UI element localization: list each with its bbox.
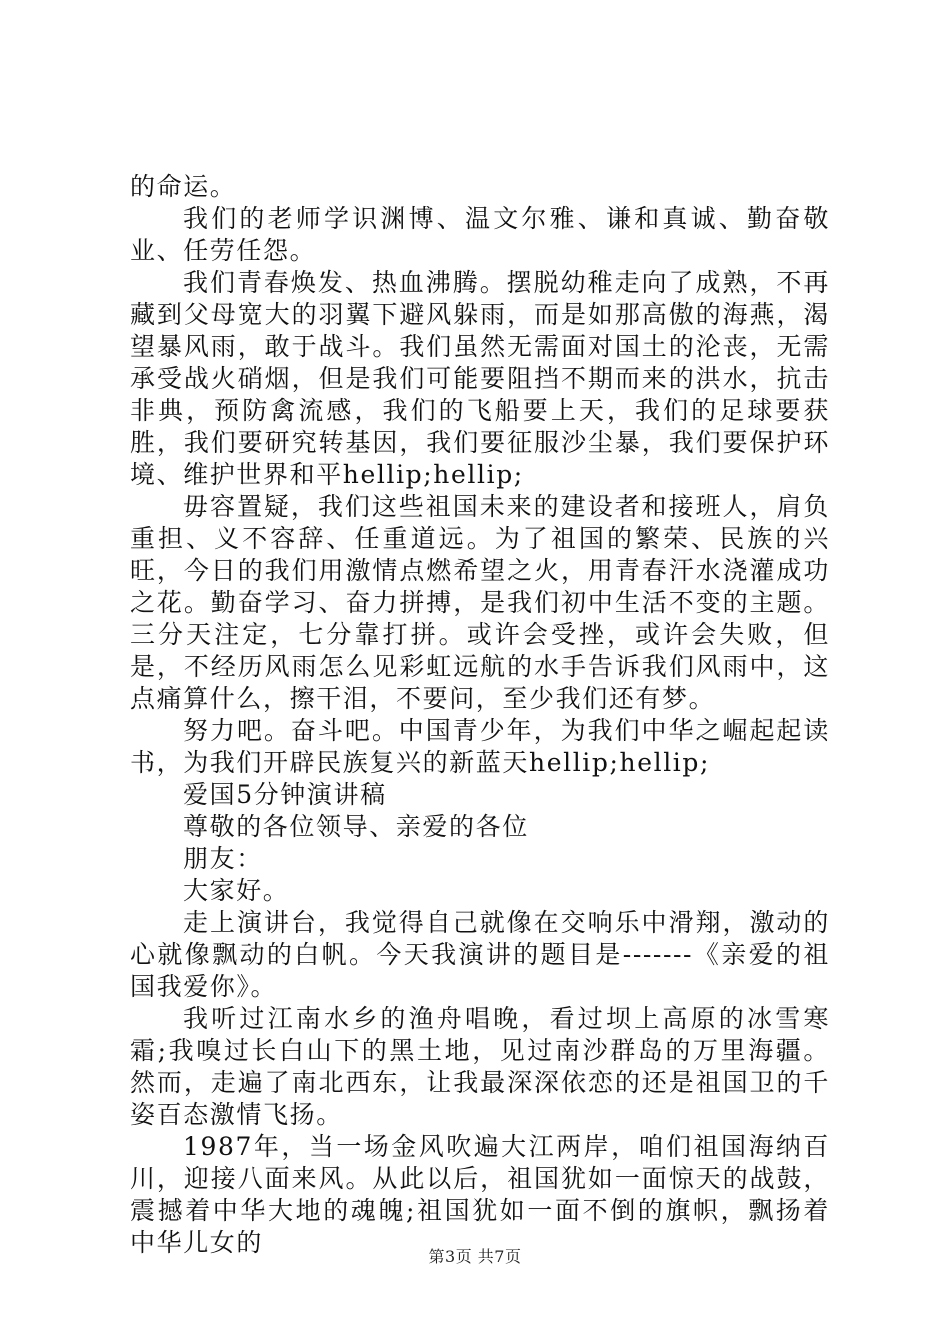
salutation-cont: 朋友： — [183, 844, 263, 873]
paragraph: 走上演讲台，我觉得自己就像在交响乐中滑翔，激动的心就像飘动的白帆。今天我演讲的题目是-------《亲爱的祖国我爱你》。 — [130, 908, 830, 1001]
paragraph: 我们青春焕发、热血沸腾。摆脱幼稚走向了成熟，不再藏到父母宽大的羽翼下避风躲雨，而是如那高傲的海燕，渴望暴风雨，敢于战斗。我们虽然无需面对国土的沦丧，无需承受战火硝烟，但是我们可能要阻挡不期而来的洪水，抗击非典，预防禽流感，我们的飞船要上天，我们的足球要获胜，我们要研究转基因，我们要征服沙尘暴，我们要保护环境、维护世界和平hellip;hellip; — [130, 268, 830, 489]
page-number-footer: 第3页 共7页 — [428, 1247, 522, 1266]
greeting: 大家好。 — [183, 876, 290, 905]
paragraph: 我们的老师学识渊博、温文尔雅、谦和真诚、勤奋敬业、任劳任怨。 — [130, 204, 830, 265]
paragraph-continuation: 的命运。 — [130, 172, 237, 201]
speech-title: 爱国5分钟演讲稿 — [183, 780, 387, 809]
paragraph: 我听过江南水乡的渔舟唱晚，看过坝上高原的冰雪寒霜;我嗅过长白山下的黑土地，见过南沙群岛的万里海疆。然而，走遍了南北西东，让我最深深依恋的还是祖国卫的千姿百态激情飞扬。 — [130, 1004, 830, 1129]
paragraph: 1987年，当一场金风吹遍大江两岸，咱们祖国海纳百川，迎接八面来风。从此以后，祖国犹如一面惊天的战鼓，震撼着中华大地的魂魄;祖国犹如一面不倒的旗帜，飘扬着中华儿女的 — [130, 1132, 830, 1257]
salutation: 尊敬的各位领导、亲爱的各位 — [183, 812, 529, 841]
paragraph: 毋容置疑，我们这些祖国未来的建设者和接班人，肩负重担、义不容辞、任重道远。为了祖国的繁荣、民族的兴旺，今日的我们用激情点燃希望之火，用青春汗水浇灌成功之花。勤奋学习、奋力拼搏，是我们初中生活不变的主题。三分天注定，七分靠打拼。或许会受挫，或许会失败，但是，不经历风雨怎么见彩虹远航的水手告诉我们风雨中，这点痛算什么，擦干泪，不要问，至少我们还有梦。 — [130, 492, 830, 713]
document-body — [130, 171, 830, 1259]
paragraph: 努力吧。奋斗吧。中国青少年，为我们中华之崛起起读书，为我们开辟民族复兴的新蓝天hellip;hellip; — [130, 716, 830, 777]
